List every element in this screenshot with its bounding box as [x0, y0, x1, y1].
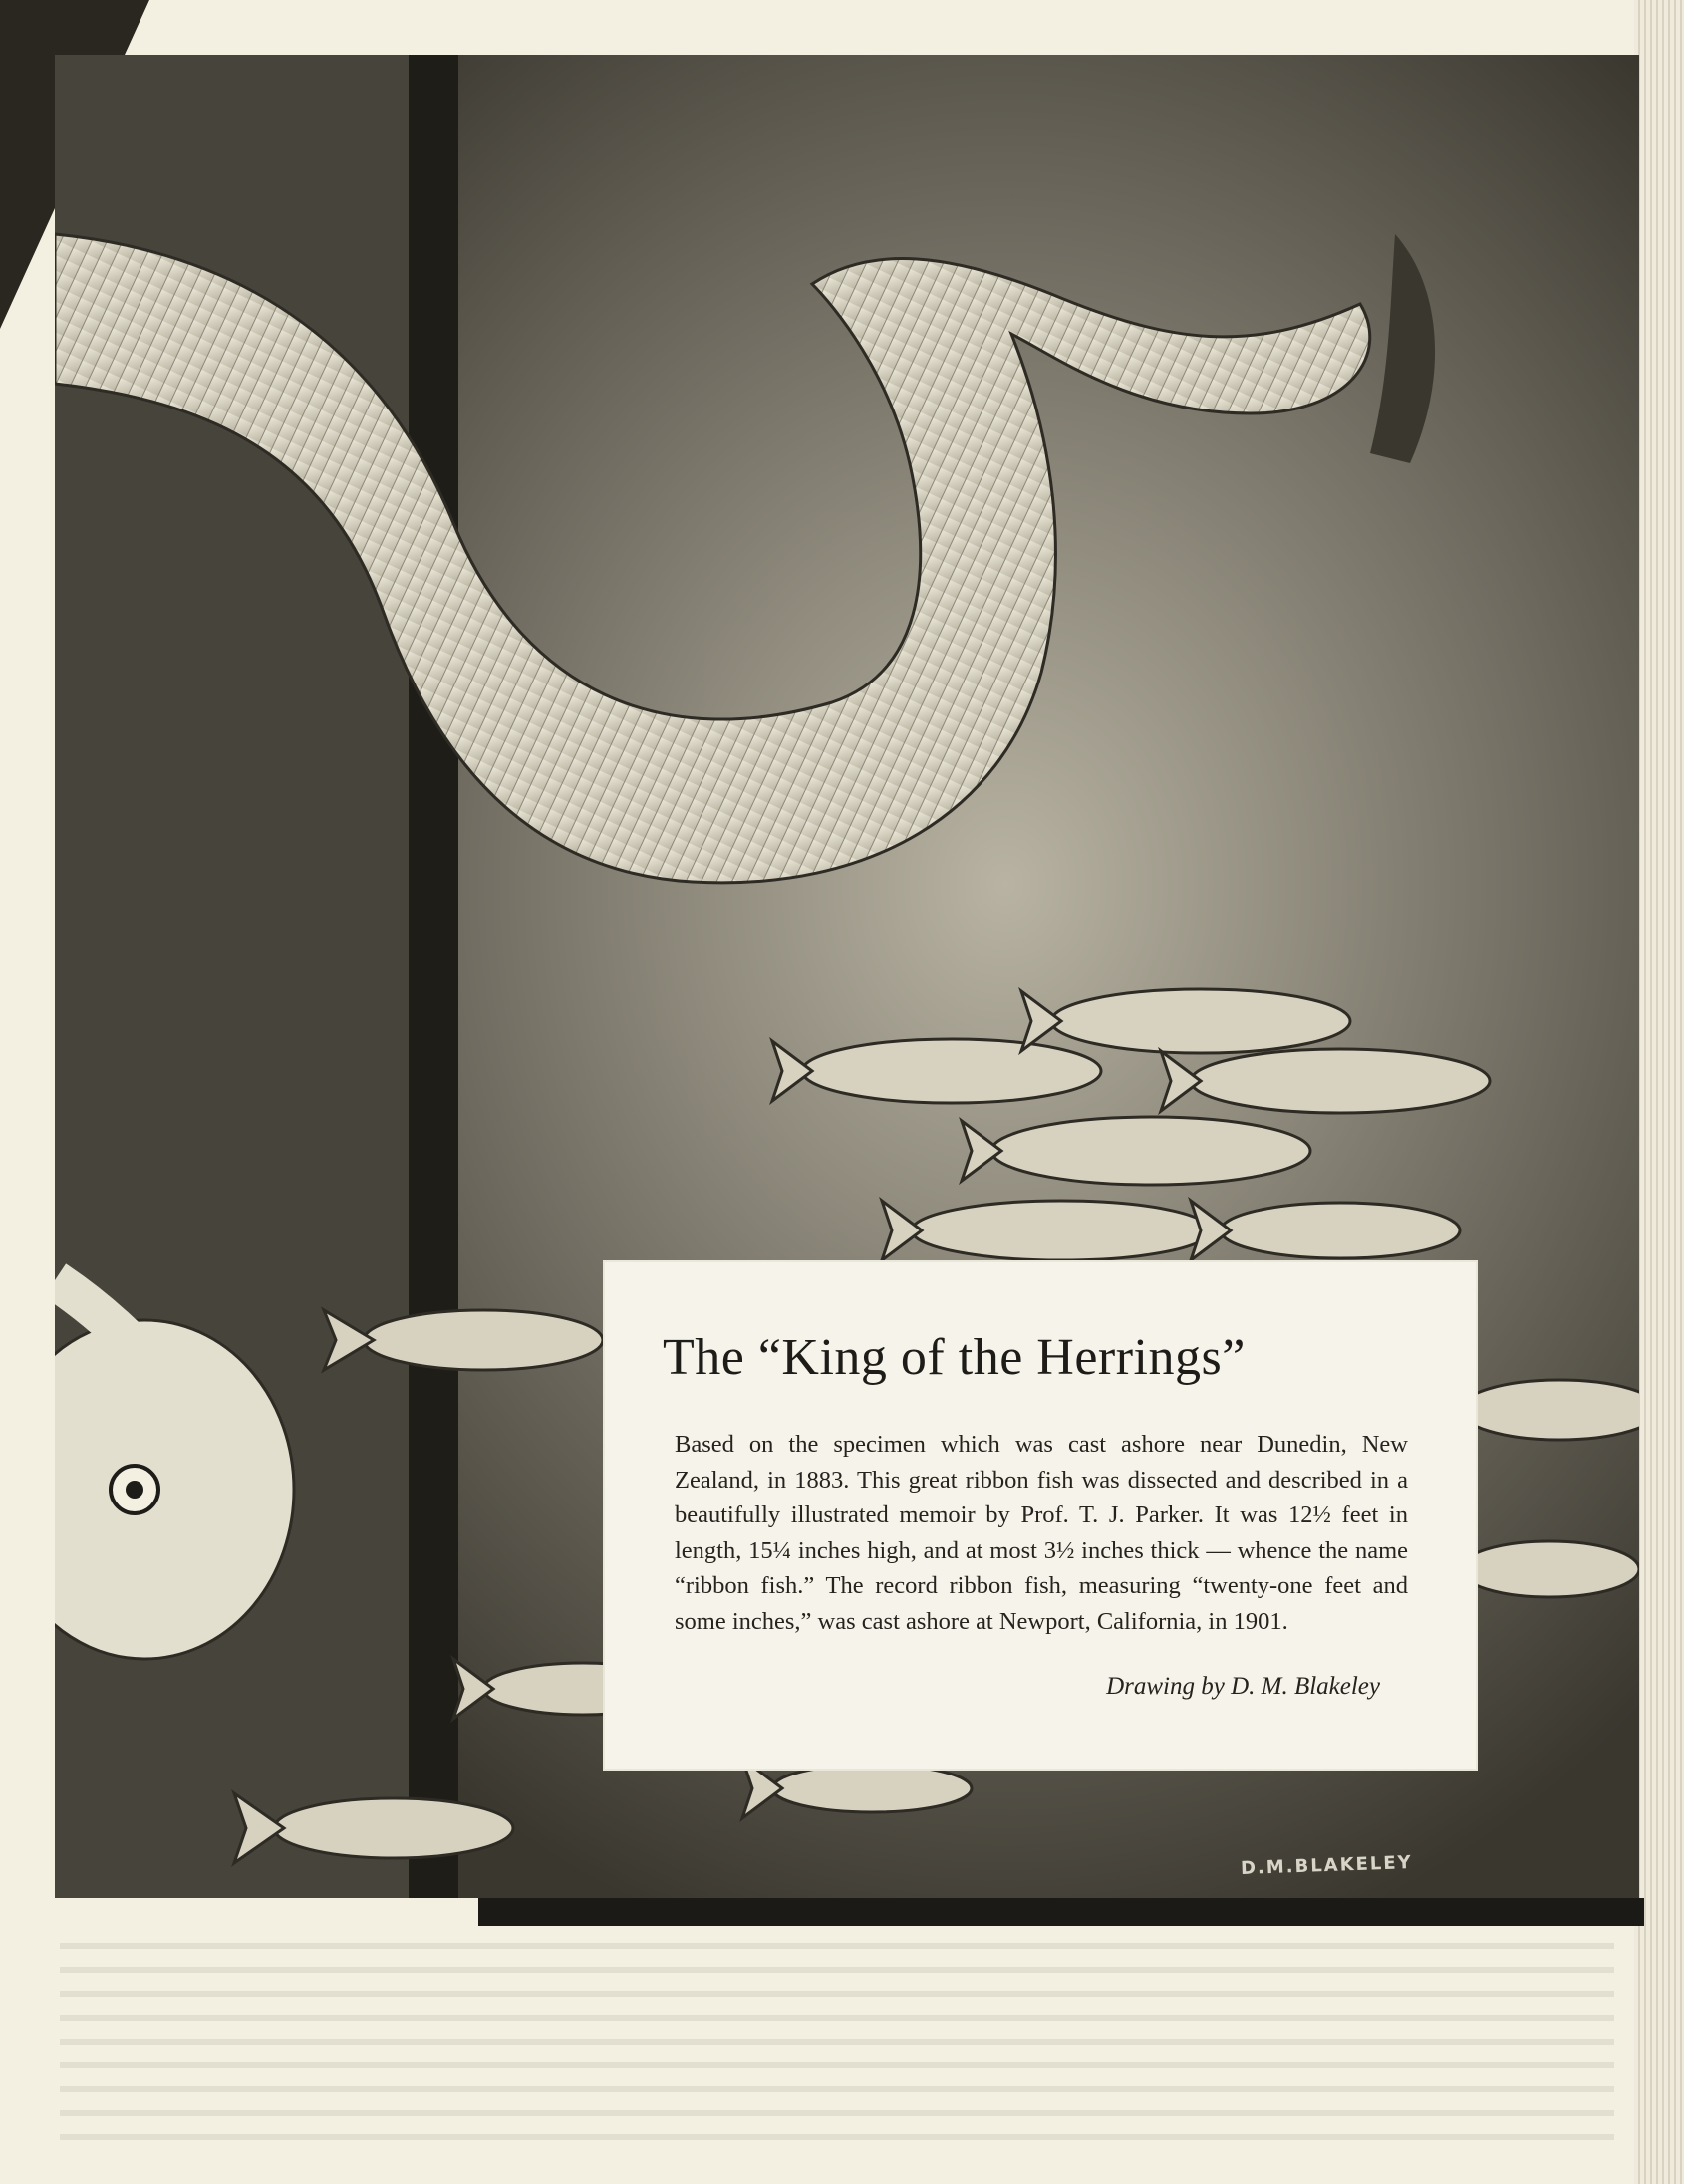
- herring: [1460, 1380, 1639, 1440]
- artist-signature: D.M.BLAKELEY: [1240, 1851, 1414, 1880]
- bottom-rule: [478, 1898, 1644, 1926]
- ribbon-fish-pupil: [126, 1481, 143, 1499]
- page-gutter: [409, 55, 458, 1898]
- bleed-through-text: [60, 1943, 1614, 2142]
- herring: [1460, 1541, 1639, 1597]
- caption-credit: Drawing by D. M. Blakeley: [1106, 1673, 1380, 1700]
- caption-title: The “King of the Herrings”: [663, 1329, 1246, 1386]
- caption-box: [605, 1262, 1476, 1769]
- caption-body: Based on the specimen which was cast ashore near Dunedin, New Zealand, in 1883. This great ribbon fish was dissected and described in a beautifully illustrated memoir by Prof. T. J. Parker. It was 12½ feet in length, 15¼ inches high, and at most 3½ inches thick — whence the name “ribbon fish.” The record ribbon fish, measuring “twenty-one feet and some inches,” was cast ashore at Newport, California, in 1901.: [675, 1431, 1408, 1635]
- stacked-page-edges: [1634, 0, 1684, 2184]
